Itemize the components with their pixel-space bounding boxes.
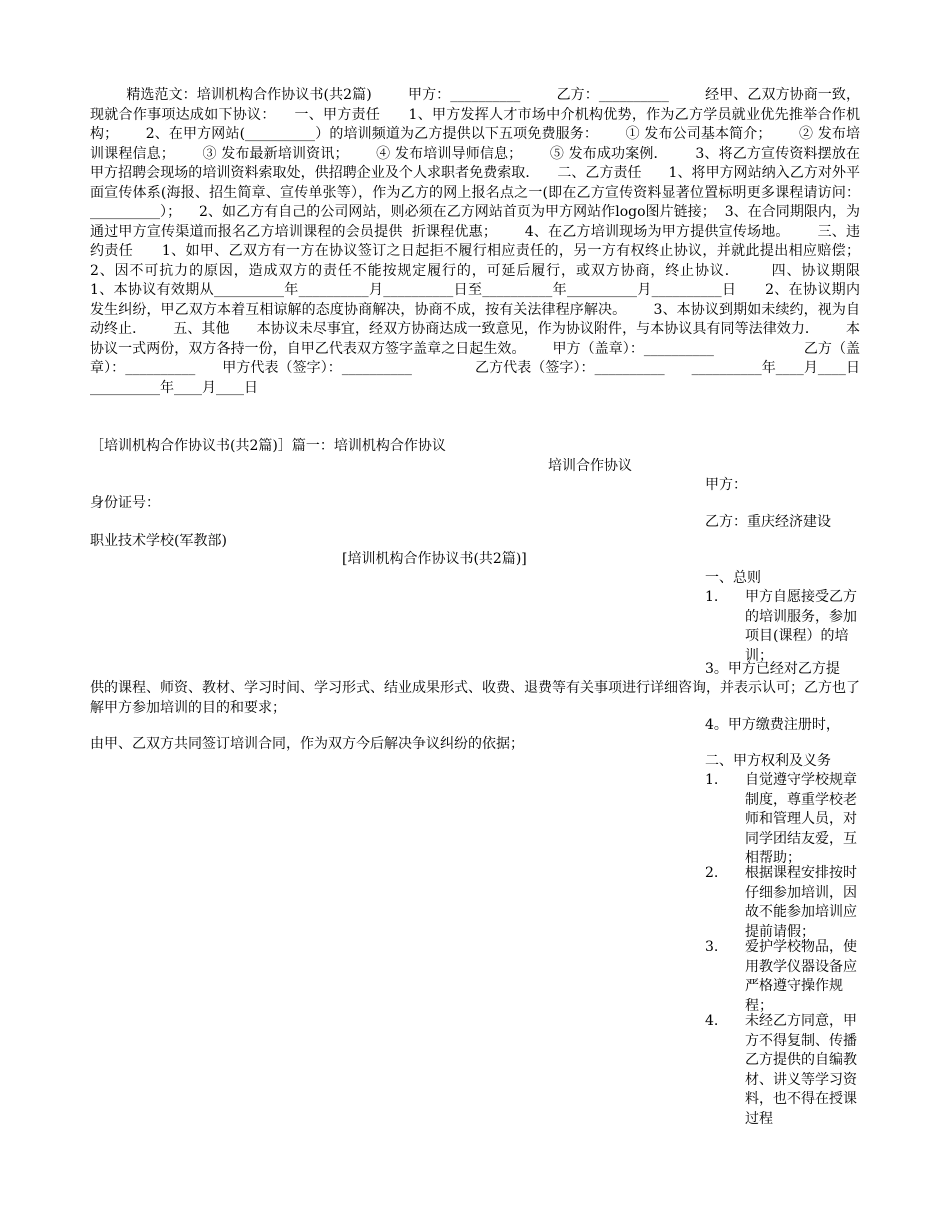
section-heading: ［培训机构合作协议书(共2篇)］篇一：培训机构合作协议	[90, 438, 446, 454]
general-item-3-continuation: 供的课程、师资、教材、学习时间、学习形式、结业成果形式、收费、退费等有关事项进行详细咨询，并表示认可；乙方也了解甲方参加培训的目的和要求；	[90, 680, 860, 716]
id-number-label: 身份证号：	[90, 495, 160, 511]
item-text: 根据课程安排按时仔细参加培训，因故不能参加培训应提前请假；	[745, 865, 857, 940]
item-number: 1.	[705, 772, 719, 788]
item-number: 2.	[705, 865, 719, 881]
rights-item-2	[705, 864, 865, 940]
item-number: 1.	[705, 589, 719, 605]
item-number: 3.	[705, 939, 719, 955]
item-text: 甲方自愿接受乙方的培训服务，参加 项目(课程）的培训；	[745, 589, 885, 664]
school-name: 职业技术学校(军教部)	[90, 533, 227, 549]
item-text: 未经乙方同意，甲方不得复制、传播乙方提供的自编教材、讲义等学习资料，也不得在授课过程	[745, 1013, 857, 1127]
general-heading: 一、总则	[705, 570, 761, 586]
party-b-label: 乙方：重庆经济建设	[705, 514, 831, 530]
rights-heading: 二、甲方权利及义务	[705, 753, 831, 769]
rights-item-3	[705, 938, 865, 1014]
general-item-1	[705, 588, 885, 668]
center-subtitle: [培训机构合作协议书(共2篇)]	[342, 551, 527, 567]
general-item-3: 3。甲方已经对乙方提	[705, 661, 840, 677]
general-item-4: 4。甲方缴费注册时，	[705, 717, 840, 733]
party-a-label: 甲方：	[705, 477, 747, 493]
item-text: 自觉遵守学校规章制度，尊重学校老师和管理人员，对同学团结友爱，互相帮助；	[745, 772, 857, 866]
general-item-4-continuation: 由甲、乙双方共同签订培训合同，作为双方今后解决争议纠纷的依据；	[90, 736, 524, 752]
rights-item-4	[705, 1012, 865, 1127]
agreement-intro-text: 精选范文：培训机构合作协议书(共2篇) 甲方：__________ 乙方：__________ 经甲、乙双方协商一致，现就合作事项达成如下协议： 一、甲方责任 1、甲方发挥人才市场中介机构优势，作为乙方学员就业优先推举合作机构； 2、在甲方网站(__________）的培训频道为乙方提供以下五项免费服务： ① 发布公司基本简介； ② 发布培训课程信息； ③ 发布最新培训资讯； ④ 发布培训导师信息； ⑤ 发布成功案例． 3、将乙方宣传资料摆放在甲方招聘会现场的培训资料索取处，供招聘企业及个人求职者免费索取． 二、乙方责任 1、将甲方网站纳入乙方对外平面宣传体系(海报、招生简章、宣传单张等），作为乙方的网上报名点之一(即在乙方宣传资料显著位置标明更多课程请访问：__________）； 2、如乙方有自己的公司网站，则必须在乙方网站首页为甲方网站作logo图片链接； 3、在合同期限内，为通过甲方宣传渠道而报名乙方培训课程的会员提供 折课程优惠； 4、在乙方培训现场为甲方提供宣传场地。 三、违约责任 1、如甲、乙双方有一方在协议签订之日起拒不履行相应责任的，另一方有权终止协议，并就此提出相应赔偿； 2、因不可抗力的原因，造成双方的责任不能按规定履行的，可延后履行，或双方协商，终止协议． 四、协议期限 1、本协议有效期从__________年__________月__________日至__________年__________月__________日 2、在协议期内发生纠纷，甲乙双方本着互相谅解的态度协商解决，协商不成，按有关法律程序解决。 3、本协议到期如未续约，视为自动终止． 五、其他 本协议未尽事宜，经双方协商达成一致意见，作为协议附件，与本协议具有同等法律效力． 本协议一式两份，双方各持一份，自甲乙代表双方签字盖章之日起生效。 甲方（盖章）：__________ 乙方（盖章）：__________ 甲方代表（签字）：__________ 乙方代表（签字）：__________ __________年____月____日 __________年____月____日	[90, 87, 950, 396]
item-text: 爱护学校物品，使用教学仪器设备应严格遵守操作规程；	[745, 939, 857, 1014]
item-number: 4.	[705, 1013, 719, 1029]
center-title: 培训合作协议	[548, 458, 632, 474]
rights-item-1	[705, 771, 865, 866]
